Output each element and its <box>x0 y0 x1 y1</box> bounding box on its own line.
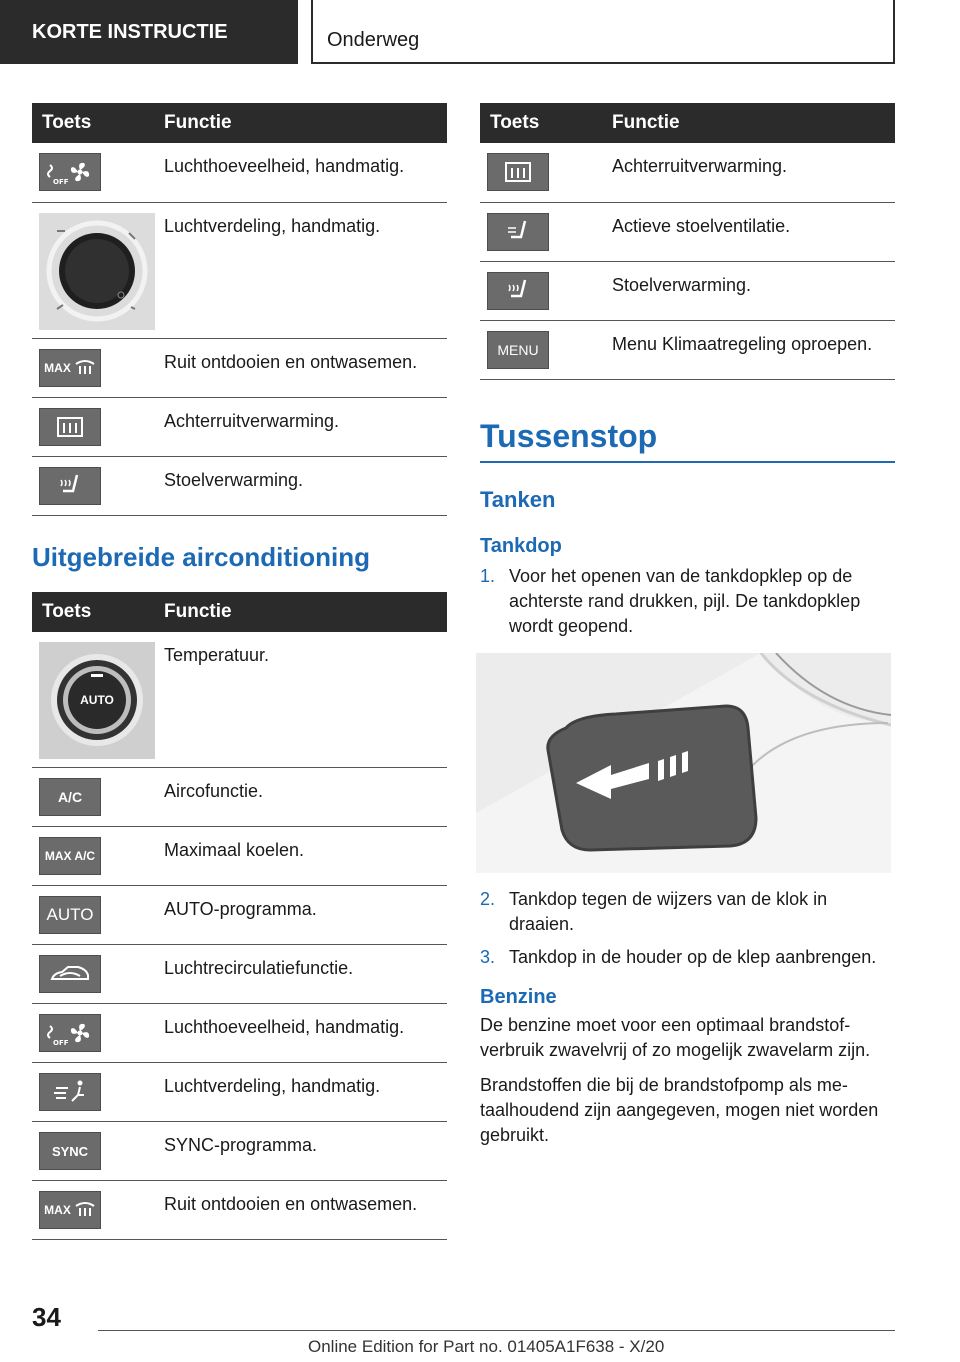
button-label: MAX <box>44 360 71 375</box>
function-text: Maximaal koelen. <box>157 827 447 886</box>
max-defrost-icon <box>39 349 101 387</box>
table-row <box>32 1122 447 1181</box>
page-number: 34 <box>32 1302 61 1332</box>
table-row <box>32 1181 447 1240</box>
seat-heating-icon <box>487 272 549 310</box>
footer-divider <box>98 1330 895 1331</box>
section-heading-ac: Uitgebreide airconditioning <box>32 541 371 572</box>
table-row <box>32 886 447 945</box>
fan-off-icon <box>39 153 101 191</box>
table-row <box>32 202 447 338</box>
function-text: Achterruitverwarming. <box>605 143 895 202</box>
table-row <box>32 632 447 768</box>
knob-label: AUTO <box>80 692 114 707</box>
steps-list <box>480 564 895 639</box>
function-text: Stoelverwarming. <box>605 261 895 320</box>
column-header-key: Toets <box>32 103 157 143</box>
table-row <box>480 320 895 379</box>
list-item: 2. Tankdop tegen de wijzers van de klok in draaien. <box>480 888 828 934</box>
function-text: Luchtverdeling, handmatig. <box>157 1063 447 1122</box>
auto-button-icon: AUTO <box>39 896 101 934</box>
chapter-title: Onderweg <box>327 29 420 51</box>
air-distribution-knob-icon <box>39 213 155 330</box>
button-label: MAX <box>44 1203 71 1217</box>
function-text: Actieve stoelventilatie. <box>605 202 895 261</box>
function-text: SYNC-programma. <box>157 1122 447 1181</box>
function-text: Luchtrecirculatiefunctie. <box>157 945 447 1004</box>
ac-button-icon: A/C <box>39 778 101 816</box>
function-text: Luchthoeveelheid, handmatig. <box>157 1004 447 1063</box>
fuel-flap-illustration <box>476 653 891 873</box>
list-item: 3. Tankdop in de houder op de klep aanbrengen. <box>480 946 877 967</box>
benzine-paragraph: De benzine moet voor een optimaal brandstofverbruik zwavelvrij of zo mogelijk zwavelarm zijn. <box>480 1014 871 1060</box>
function-text: Ruit ontdooien en ontwasemen. <box>157 338 447 397</box>
column-header-key: Toets <box>32 592 157 632</box>
max-defrost-icon <box>39 1191 101 1229</box>
function-text: Luchtverdeling, handmatig. <box>157 202 447 338</box>
rear-defrost-icon <box>487 153 549 191</box>
ac-keys-table <box>32 592 447 1241</box>
edition-note: Online Edition for Part no. 01405A1F638 - X/20 <box>308 1337 665 1356</box>
column-header-function: Functie <box>605 103 895 143</box>
left-column <box>32 103 447 1240</box>
section-tab <box>0 0 298 64</box>
temperature-knob-icon <box>39 642 155 759</box>
function-text: Temperatuur. <box>157 632 447 768</box>
svg-text:OFF: OFF <box>53 178 69 186</box>
table-row <box>32 143 447 202</box>
subsection-heading-benzine: Benzine <box>480 985 557 1008</box>
table-row <box>32 1063 447 1122</box>
table-row <box>32 768 447 827</box>
chapter-tab <box>311 0 895 64</box>
section-heading-tanken: Tanken <box>480 486 556 512</box>
steps-list-continued <box>480 887 895 970</box>
rear-defrost-icon <box>39 408 101 446</box>
seat-ventilation-icon <box>487 213 549 251</box>
recirculation-icon <box>39 955 101 993</box>
sync-button-icon: SYNC <box>39 1132 101 1170</box>
table-row <box>480 202 895 261</box>
function-text: AUTO-programma. <box>157 886 447 945</box>
function-text: Aircofunctie. <box>157 768 447 827</box>
air-distribution-icon <box>39 1073 101 1111</box>
function-text: Luchthoeveelheid, handmatig. <box>157 143 447 202</box>
column-header-function: Functie <box>157 103 447 143</box>
function-text: Menu Klimaatregeling oproepen. <box>605 320 895 379</box>
climate-keys-table <box>32 103 447 516</box>
chapter-heading-tussenstop: Tussenstop <box>480 418 895 463</box>
max-ac-button-icon: MAX A/C <box>39 837 101 875</box>
function-text: Ruit ontdooien en ontwasemen. <box>157 1181 447 1240</box>
table-row <box>32 1004 447 1063</box>
menu-button-icon: MENU <box>487 331 549 369</box>
section-title: KORTE INSTRUCTIE <box>32 20 228 43</box>
subsection-heading-tankdop: Tankdop <box>480 534 562 557</box>
list-item: 1. Voor het openen van de tankdopklep op de achterste rand drukken, pijl. De tankdopklep wordt geopend. <box>480 565 861 636</box>
column-header-function: Functie <box>157 592 447 632</box>
climate-keys-table-continued <box>480 103 895 380</box>
function-text: Stoelverwarming. <box>157 456 447 515</box>
svg-text:OFF: OFF <box>53 1039 69 1047</box>
table-row <box>32 338 447 397</box>
table-row <box>32 827 447 886</box>
table-row <box>32 397 447 456</box>
seat-heating-icon <box>39 467 101 505</box>
table-row <box>480 143 895 202</box>
function-text: Achterruitverwarming. <box>157 397 447 456</box>
right-column <box>480 103 895 1158</box>
table-row <box>32 945 447 1004</box>
fan-off-icon <box>39 1014 101 1052</box>
table-row <box>480 261 895 320</box>
column-header-key: Toets <box>480 103 605 143</box>
benzine-paragraph: Brandstoffen die bij de brandstofpomp als metaalhoudend zijn aangegeven, mogen niet worden gebruikt. <box>480 1074 879 1145</box>
table-row <box>32 456 447 515</box>
